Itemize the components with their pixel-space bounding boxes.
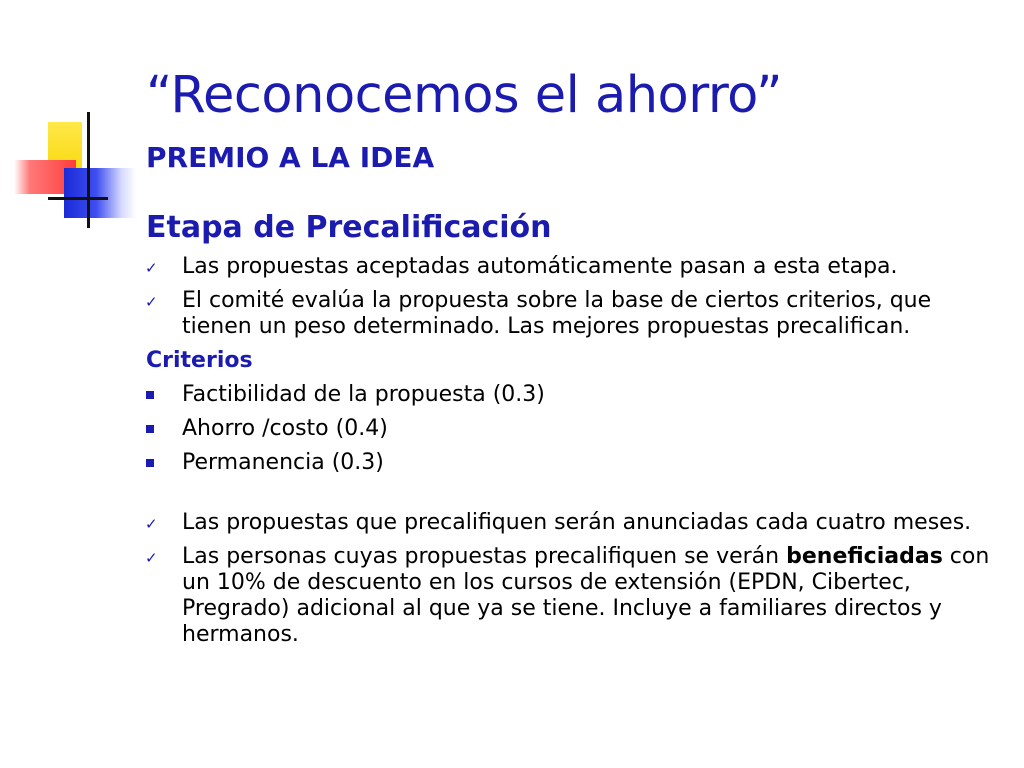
checkmark-icon: ✓ [145, 549, 158, 567]
check-item [146, 510, 996, 536]
criteria-item [146, 450, 996, 476]
check-item [146, 288, 996, 340]
checkmark-icon: ✓ [145, 259, 158, 277]
check-item [146, 254, 996, 280]
decor-vertical-line [87, 112, 90, 228]
criteria-item [146, 416, 996, 442]
spacer [146, 484, 996, 510]
square-bullet-icon [146, 391, 154, 399]
criteria-item [146, 382, 996, 408]
check-item [146, 544, 996, 648]
check-item-text: El comité evalúa la propuesta sobre la base de ciertos criterios, que tienen un peso determinado. Las mejores propuestas precalifican. [182, 288, 932, 339]
criteria-item-text: Ahorro /costo (0.4) [182, 416, 388, 441]
decor-blue-block [64, 168, 136, 218]
checkmark-icon: ✓ [145, 515, 158, 533]
slide-content [146, 208, 996, 656]
square-bullet-icon [146, 425, 154, 433]
check-item-text: Las propuestas aceptadas automáticamente pasan a esta etapa. [182, 254, 898, 279]
check-item-text-bold: beneficiadas [786, 544, 943, 569]
section-heading: Etapa de Precalificación [146, 210, 552, 245]
square-bullet-icon [146, 459, 154, 467]
check-item-text-after: con un 10% de descuento en los cursos de extensión (EPDN, Cibertec, Pregrado) adicional al que ya se tiene. Incluye a familiares directos y hermanos. [182, 544, 990, 647]
checkmark-icon: ✓ [145, 293, 158, 311]
slide-title: “Reconocemos el ahorro” [146, 66, 782, 125]
slide-subtitle: PREMIO A LA IDEA [146, 141, 435, 174]
decor-horizontal-line [48, 197, 108, 200]
criteria-item-text: Permanencia (0.3) [182, 450, 384, 475]
check-item-text: Las propuestas que precalifiquen serán anunciadas cada cuatro meses. [182, 510, 972, 535]
criteria-item-text: Factibilidad de la propuesta (0.3) [182, 382, 545, 407]
check-item-text-before: Las personas cuyas propuestas precalifiquen se verán [182, 544, 787, 569]
criteria-heading: Criterios [146, 348, 253, 373]
